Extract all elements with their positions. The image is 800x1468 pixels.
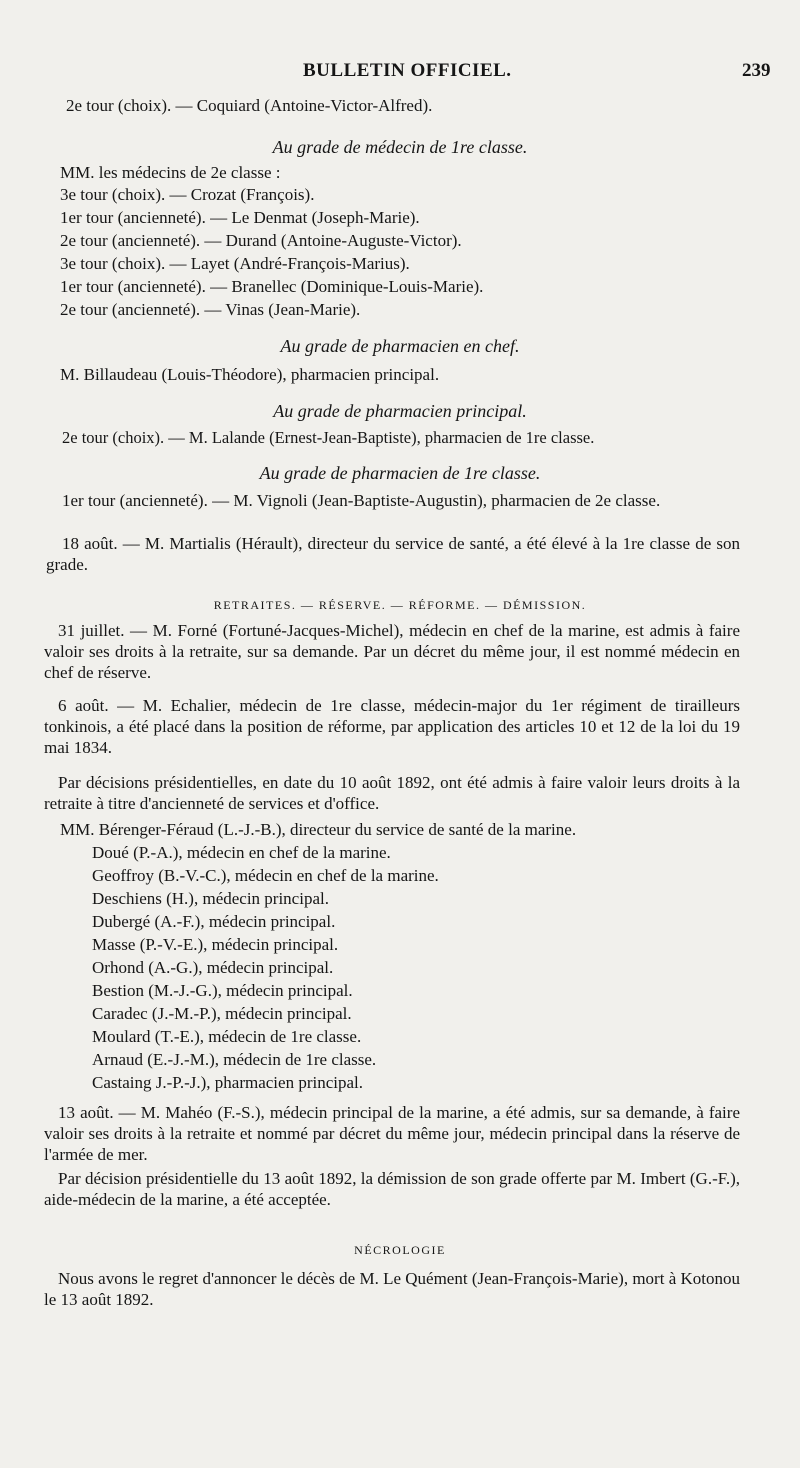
list-item: Doué (P.-A.), médecin en chef de la marine. — [92, 843, 391, 862]
section-heading-pharmacien-principal: Au grade de pharmacien principal. — [273, 401, 527, 421]
section-heading-pharmacien-1re: Au grade de pharmacien de 1re classe. — [259, 463, 541, 483]
section-heading-necrologie: NÉCROLOGIE — [354, 1243, 446, 1257]
list-item: Bestion (M.-J.-G.), médecin principal. — [92, 981, 353, 1000]
promotion-line: M. Billaudeau (Louis-Théodore), pharmacien principal. — [60, 365, 440, 384]
list-item: Deschiens (H.), médecin principal. — [92, 889, 329, 908]
paragraph: 1er tour (ancienneté). — M. Vignoli (Jean-Baptiste-Augustin), pharmacien de 2e classe. — [62, 491, 661, 510]
list-item: Arnaud (E.-J.-M.), médecin de 1re classe. — [92, 1050, 377, 1069]
list-item: 3e tour (choix). — Layet (André-François-Marius). — [60, 254, 410, 273]
list-item: 2e tour (ancienneté). — Durand (Antoine-Auguste-Victor). — [60, 231, 462, 250]
section-heading-medecin-1re: Au grade de médecin de 1re classe. — [272, 137, 528, 157]
paragraph: 6 août. — M. Echalier, médecin de 1re classe, médecin-major du 1er régiment de tirailleurs tonkinois, a été placé dans la position de réforme, par application des articles 10 et 12 de la loi du 19 mai 1834. — [44, 696, 740, 757]
list-item: Geoffroy (B.-V.-C.), médecin en chef de la marine. — [92, 866, 439, 885]
paragraph: Nous avons le regret d'annoncer le décès de M. Le Quément (Jean-François-Marie), mort à Kotonou le 13 août 1892. — [44, 1269, 740, 1309]
paragraph: 18 août. — M. Martialis (Hérault), directeur du service de santé, a été élevé à la 1re classe de son grade. — [46, 534, 740, 574]
list-item: Caradec (J.-M.-P.), médecin principal. — [92, 1004, 352, 1023]
running-head: BULLETIN OFFICIEL. — [303, 60, 512, 81]
list-item: 1er tour (ancienneté). — Branellec (Dominique-Louis-Marie). — [60, 277, 484, 296]
list-item: MM. Bérenger-Féraud (L.-J.-B.), directeur du service de santé de la marine. — [60, 820, 577, 839]
promotion-line: 2e tour (choix). — M. Lalande (Ernest-Jean-Baptiste), pharmacien de 1re classe. — [62, 428, 595, 447]
page-number: 239 — [742, 60, 771, 81]
list-item: Orhond (A.-G.), médecin principal. — [92, 958, 334, 977]
list-item: 2e tour (ancienneté). — Vinas (Jean-Marie). — [60, 300, 361, 319]
paragraph: Par décisions présidentielles, en date du 10 août 1892, ont été admis à faire valoir leurs droits à la retraite à titre d'ancienneté de services et d'office. — [44, 773, 740, 813]
list-item: Dubergé (A.-F.), médecin principal. — [92, 912, 336, 931]
section-heading-retraites: RETRAITES. — RÉSERVE. — RÉFORME. — DÉMISSION. — [213, 598, 587, 612]
paragraph: Par décision présidentielle du 13 août 1892, la démission de son grade offerte par M. Imbert (G.-F.), aide-médecin de la marine, a été acceptée. — [44, 1169, 740, 1209]
paragraph: 31 juillet. — M. Forné (Fortuné-Jacques-Michel), médecin en chef de la marine, est admis à faire valoir ses droits à la retraite, sur sa demande. Par un décret du même jour, il est nommé médecin en chef de réserve. — [44, 621, 740, 682]
section-heading-pharmacien-chef: Au grade de pharmacien en chef. — [280, 336, 520, 356]
list-item: Masse (P.-V.-E.), médecin principal. — [92, 935, 339, 954]
paragraph: 13 août. — M. Mahéo (F.-S.), médecin principal de la marine, a été admis, sur sa demande, à faire valoir ses droits à la retraite et nommé par décret du même jour, médecin principal dans la réserve de l'armée de mer. — [44, 1103, 740, 1164]
list-item: 1er tour (ancienneté). — Le Denmat (Joseph-Marie). — [60, 208, 420, 227]
list-item: 3e tour (choix). — Crozat (François). — [60, 185, 315, 204]
promotion-line: 2e tour (choix). — Coquiard (Antoine-Victor-Alfred). — [66, 96, 433, 115]
page-header — [0, 60, 800, 84]
intro-line: MM. les médecins de 2e classe : — [60, 163, 281, 182]
list-item: Castaing J.-P.-J.), pharmacien principal. — [92, 1073, 363, 1092]
list-item: Moulard (T.-E.), médecin de 1re classe. — [92, 1027, 362, 1046]
